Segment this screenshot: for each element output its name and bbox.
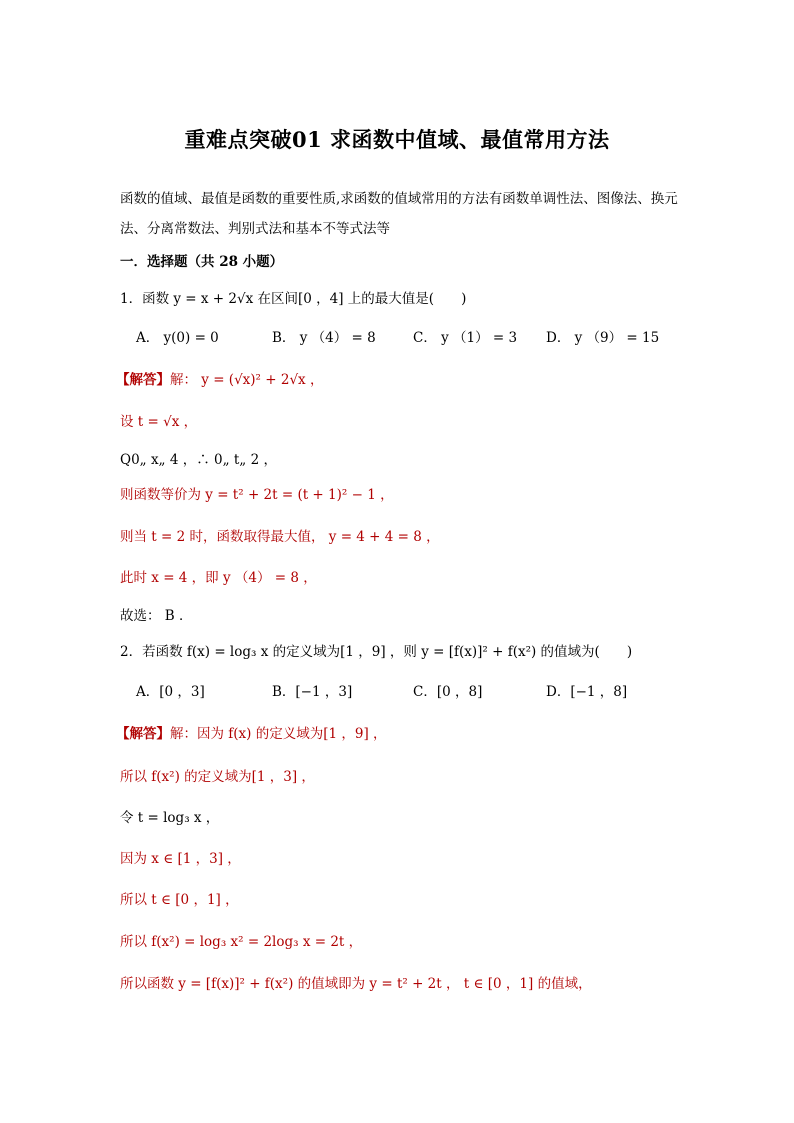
question-1-stem: 1．函数 y = x + 2√x 在区间[0 ，4] 上的最大值是( ) bbox=[120, 291, 467, 307]
question-2-option-d: D．[−1 ，8] bbox=[546, 684, 628, 700]
question-1-solution-line-6: 此时 x = 4 ，即 y （4） = 8 ， bbox=[120, 570, 317, 586]
question-1-solution-line-1: 【解答】解： y = (√x)² + 2√x ， bbox=[116, 372, 324, 388]
question-2-solution-line-1: 【解答】解：因为 f(x) 的定义域为[1 ，9] ， bbox=[116, 726, 387, 742]
question-2-option-b: B．[−1 ，3] bbox=[272, 684, 353, 700]
section-heading: 一．选择题（共 28 小题） bbox=[120, 254, 284, 270]
question-1-solution-line-2: 设 t = √x ， bbox=[120, 414, 198, 430]
intro-paragraph: 函数的值域、最值是函数的重要性质,求函数的值域常用的方法有函数单调性法、图像法、换元法、分离常数法、判别式法和基本不等式法等 bbox=[120, 191, 678, 237]
question-2-solution-line-6: 所以 f(x²) = log₃ x² = 2log₃ x = 2t ， bbox=[120, 934, 363, 950]
question-1-option-b: B． y （4） = 8 bbox=[272, 330, 376, 346]
question-2-solution-line-5: 所以 t ∈ [0 ，1] ， bbox=[120, 892, 239, 908]
question-1-solution-line-5: 则当 t = 2 时，函数取得最大值， y = 4 + 4 = 8 ， bbox=[120, 529, 440, 545]
question-2-option-a: A．[0 ，3] bbox=[136, 684, 205, 700]
answer-tag: 【解答】 bbox=[116, 372, 170, 388]
question-2-stem: 2．若函数 f(x) = log₃ x 的定义域为[1 ，9] ，则 y = [f(x)]² + f(x²) 的值域为( ) bbox=[120, 644, 633, 660]
answer-tag: 【解答】 bbox=[116, 726, 170, 742]
question-1-option-d: D． y （9） = 15 bbox=[546, 330, 660, 346]
question-2-solution-line-2: 所以 f(x²) 的定义域为[1 ，3] ， bbox=[120, 769, 315, 785]
question-1-option-c: C． y （1） = 3 bbox=[413, 330, 518, 346]
page-title: 重难点突破01 求函数中值域、最值常用方法 bbox=[184, 127, 610, 152]
question-1-option-a: A． y(0) = 0 bbox=[136, 330, 219, 346]
question-2-solution-line-4: 因为 x ∈ [1 ，3] ， bbox=[120, 851, 241, 867]
question-2-solution-line-3: 令 t = log₃ x ， bbox=[120, 810, 220, 826]
question-2-option-c: C．[0 ，8] bbox=[413, 684, 483, 700]
question-1-solution-line-3: Q0„ x„ 4 ，∴ 0„ t„ 2 ， bbox=[120, 452, 277, 468]
question-2-solution-line-7: 所以函数 y = [f(x)]² + f(x²) 的值域即为 y = t² + 2t ， t ∈ [0 ，1] 的值域， bbox=[120, 976, 592, 992]
question-1-solution-line-7: 故选： B ． bbox=[120, 608, 193, 624]
question-1-solution-line-4: 则函数等价为 y = t² + 2t = (t + 1)² − 1 ， bbox=[120, 487, 394, 503]
